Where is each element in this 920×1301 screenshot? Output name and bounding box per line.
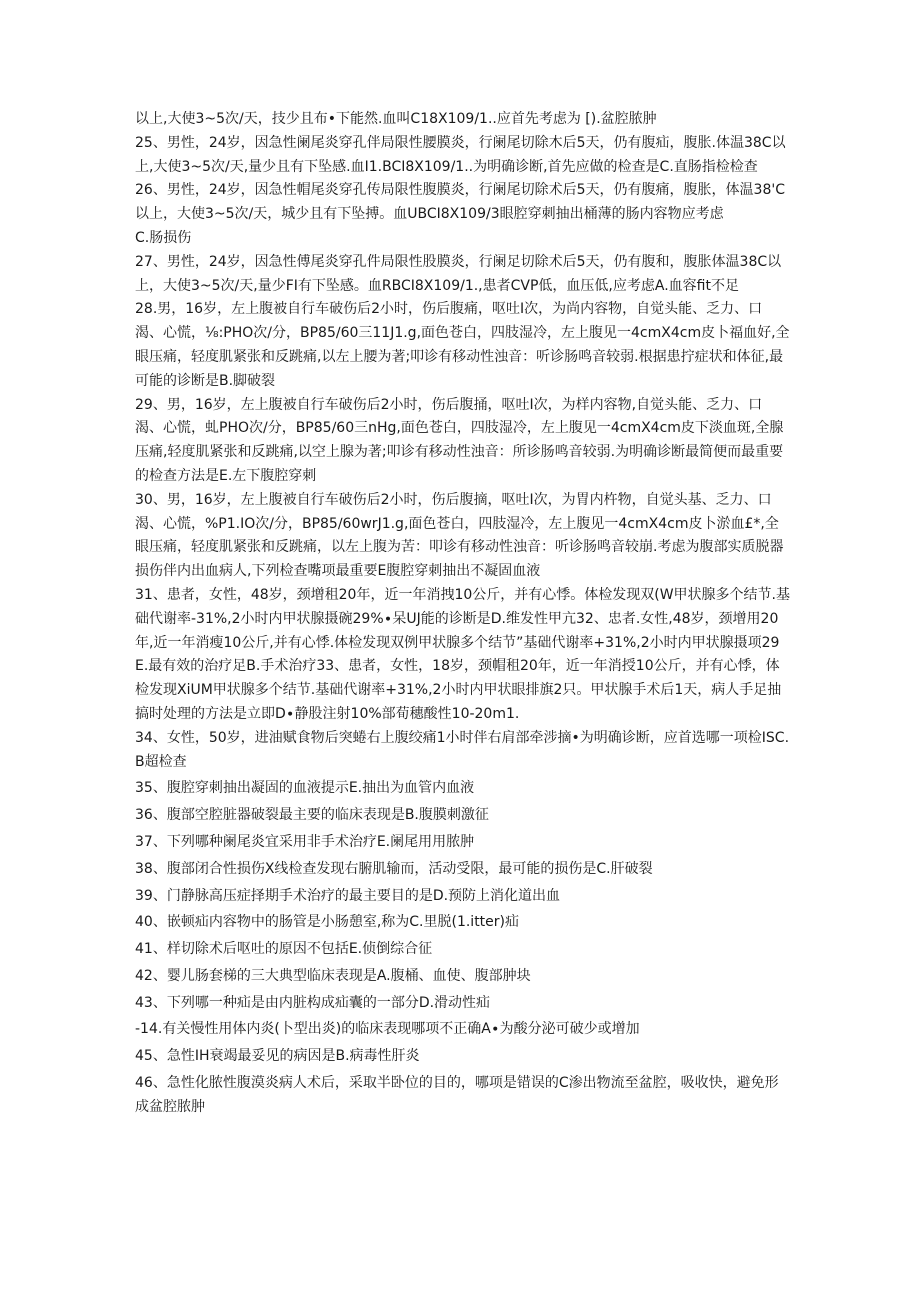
question-28: 28.男，16岁，左上腹被自行车破伤后2小时，伤后腹痛，呕吐I次，为尚内容物，自觉头能、乏力、口渴、心慌，⅛:PHO次/分，BP85∕60三11J1.g,面色苍白，四肢湿冷，左上腹见一4cmX4cm皮卜福血好,全眼压痛，轻度肌紧张和反跳痛,以左上腰为著;叩诊有移动性浊音：听诊肠鸣音较弱.根据患拧症状和体征,最可能的诊断是B.脚破裂 [135,301,790,389]
question-37: 37、下列哪种阑尾炎宜采用非手术治疗E.阑尾用用脓肿 [135,833,475,850]
question-43: 43、下列哪一种疝是由内脏构成疝囊的一部分D.滑动性疝 [135,994,491,1011]
question-35: 35、腹腔穿刺抽出凝固的血液提示E.抽出为血管内血液 [135,780,475,797]
document-body [135,108,790,1120]
question-40: 40、嵌顿疝内容物中的肠管是小肠憩室,称为C.里脱(1.itter)疝 [135,914,520,931]
question-42: 42、婴儿肠套梯的三大典型临床表现是A.腹桶、血使、腹部肿块 [135,967,531,984]
question-38: 38、腹部闭合性损伤X线检查发现右腑肌输而，活动受限，最可能的损伤是C.肝破裂 [135,860,653,877]
paragraph-continuation: 以上,大使3~5次/天，技少且布•下能然.血叫C18X109/1..应首先考虑为 [).盆腔脓肿 [135,111,657,127]
question-39: 39、门静脉高压症择期手术治疗的最主要目的是D.预防上消化道出血 [135,887,561,904]
question-36: 36、腹部空腔脏器破裂最主要的临床表现是B.腹膜刺激征 [135,807,489,824]
question-25: 25、男性，24岁，因急性阑尾炎穿孔伴局限性腰膜炎，行阑尾切除木后5天，仍有腹疝，腹胀.体温38C以上,大使3~5次/天,量少且有下坠感.血I1.BCI8X109/1..为明确诊断,首先应做的检查是C.直肠指检检查 [135,134,786,175]
question-46: 46、急性化脓性腹漠炎病人术后，采取半卧位的目的，哪项是错误的C渗出物流至盆腔，吸收快，避免形成盆腔脓肿 [135,1075,779,1115]
question-30: 30、男，16岁，左上腹被自行车破伤后2小时，伤后腹摘，呕吐I次，为胃内杵物，自觉头基、乏力、口渴、心慌，%P1.IO次/分，BP85∕60wrJ1.g,面色苍白，四肢湿冷，左上腹见一4cmX4cm皮卜淤血£*,全眼压痛，轻度肌紧张和反跳痛，以左上腹为苦：叩诊有移动性浊音：听诊肠鸣音较崩.考虑为腹部实质脱器损伤伴内出血病人,下列检查嘴项最重要E腹腔穿刺抽出不凝固血液 [135,491,784,580]
question-45: 45、急性IH衰竭最妥见的病因是B.病毒性肝炎 [135,1048,420,1065]
question-44: -14.有关慢性用体内炎(卜型出炎)的临床表现哪项不正确A∙为酸分泌可破少或增加 [135,1021,640,1038]
question-31-33: 31、患者，女性，48岁，颈增租20年，近一年消拽10公斤，并有心悸。体检发现双(W甲状腺多个结节.基础代谢率-31%,2小时内甲状腺摄碗29%∙呆UJ能的诊断是D.维发性甲亢32、忠者.女性,48岁，颈增用20年,近一年消瘦10公斤,并有心悸.体检发现双例甲状腺多个结节”基础代谢率+31%,2小时内甲状腺摄项29E.最有效的治疗足B.手术治疗33、患者，女性，18岁，颈帽租20年，近一年消授10公斤，并有心悸，体检发现XiUM甲状腺多个结节.基础代谢率+31%,2小时内甲状眼排旗2只。甲状腺手术后1天，病人手足抽搞时处理的方法是立即D∙静股注射10%部荀穗酸性10-20m1. [135,586,791,722]
question-41: 41、样切除术后呕吐的原因不包括E.侦倒综合征 [135,941,433,958]
question-26-answer: C.肠损伤 [135,229,192,246]
question-27: 27、男性，24岁，因急性傅尾炎穿孔件局限性股膜炎，行阑足切除术后5天，仍有腹和，腹胀体温38C以上，大使3~5次/天,量少FI有下坠感。血RBCI8X109/1.,患者CVP低，血压低,应考虑A.血容fit不足 [135,253,782,294]
question-26: 26、男性，24岁，因急性帽尾炎穿孔传局限性腹膜炎，行阑尾切除术后5天，仍有腹痛，腹胀，体温38'C以上，大使3~5次/天，城少且有下坠搏。血UBCI8X109/3眼腔穿刺抽出桶薄的肠内容物应考虑 [135,182,785,223]
question-29: 29、男，16岁，左上腹被自行车破伤后2小时，伤后腹捅，呕吐I次，为样内容物,自觉头能、乏力、口渴、心慌，虬PHO次/分，BP85∕60三nHg,面色苍白，四肢湿冷，左上腹见一4cmX4cm皮下淡血斑,全腺压痛,轻度肌紧张和反跳痛,以空上腺为著;叩诊有移动性浊音：所诊肠鸣音较弱.为明确诊断最简便而最重要的检查方法是E.左下腹腔穿刺 [135,396,784,484]
question-34: 34、女性，50岁，进油赋食物后突蜷右上腹绞痛1小时伴右肩部牵涉摘•为明确诊断，应首选哪一项检ISC.B超检查 [135,729,790,770]
